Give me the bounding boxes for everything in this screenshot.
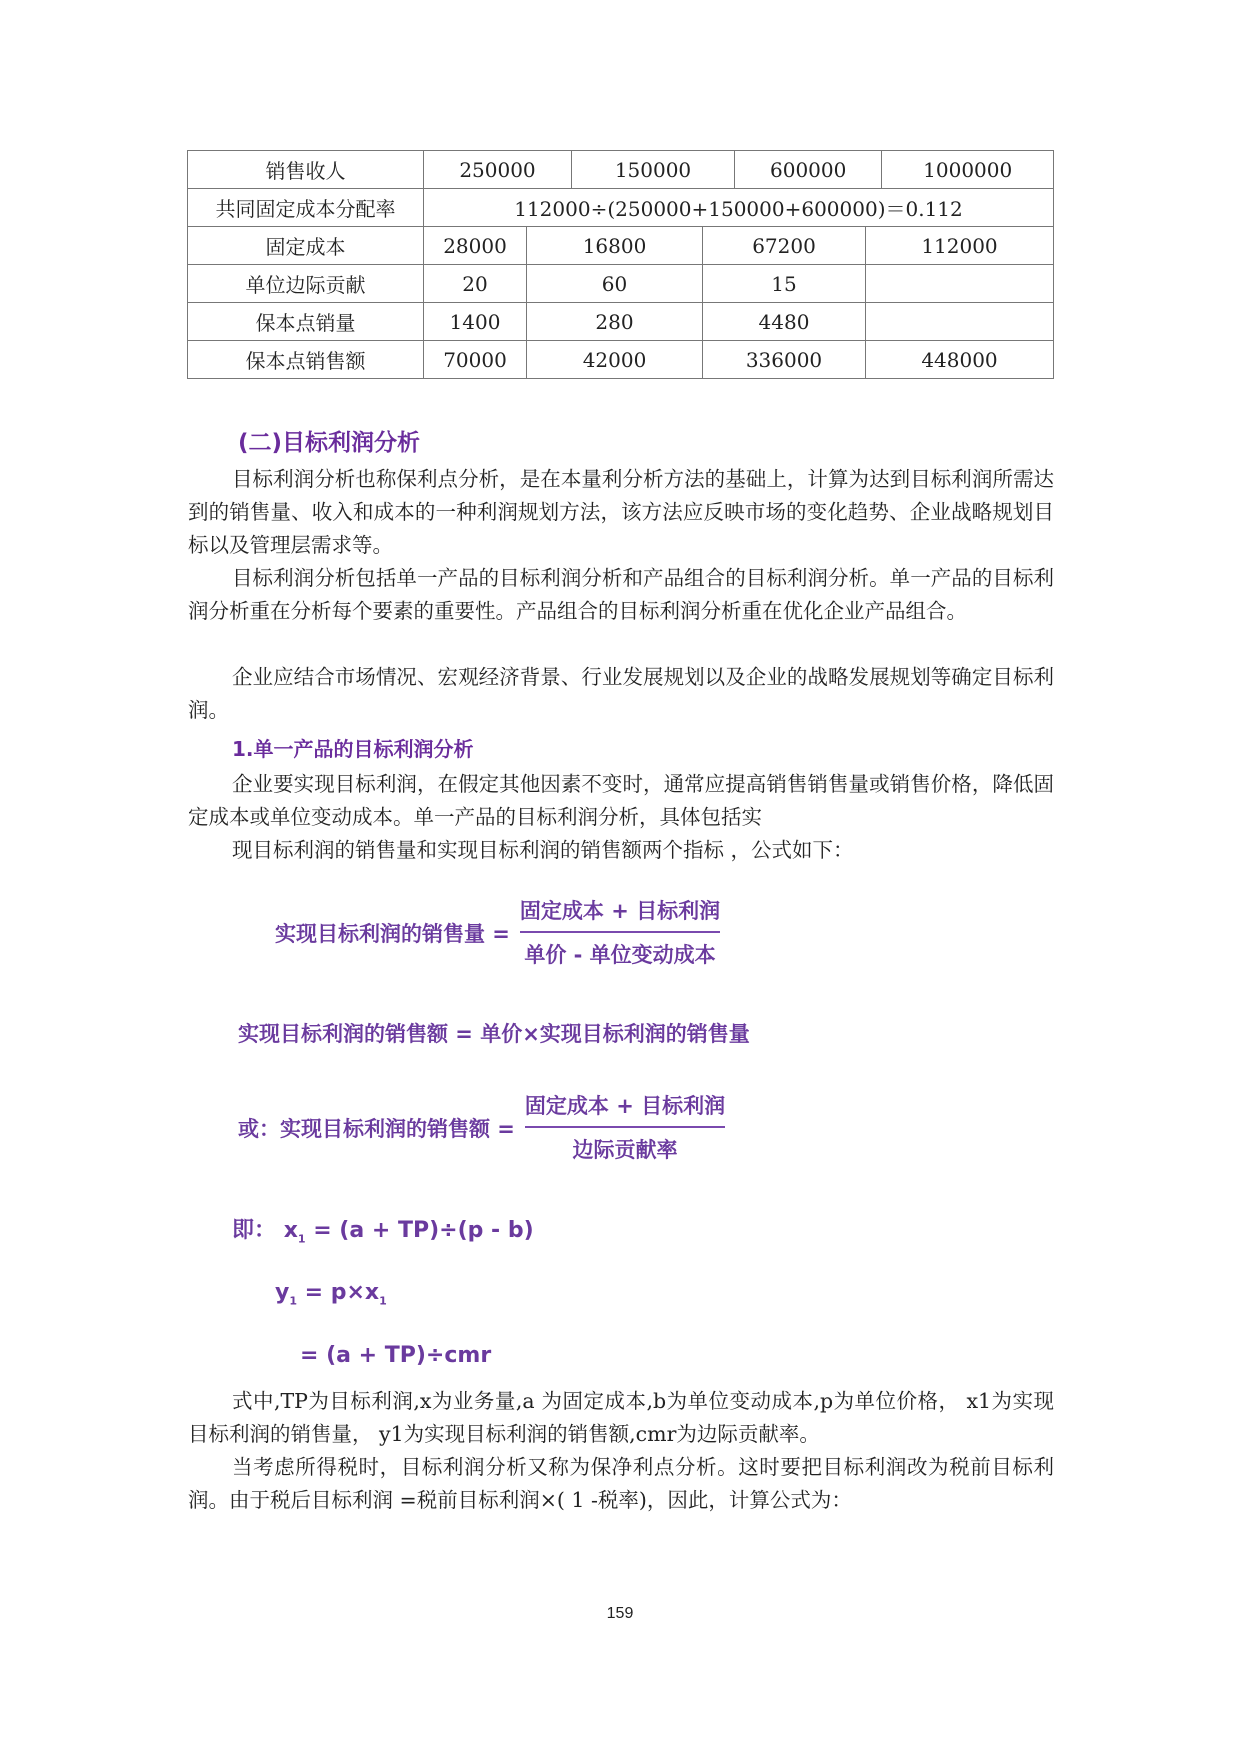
paragraph: 式中,TP为目标利润,x为业务量,a 为固定成本,b为单位变动成本,p为单位价格， x1为实现目标利润的销售量， y1为实现目标利润的销售额,cmr为边际贡献率。 bbox=[188, 1389, 1054, 1446]
cell: 112000 bbox=[866, 227, 1054, 265]
cell: 150000 bbox=[572, 151, 735, 189]
formula-sales-volume-lhs: 实现目标利润的销售量 = bbox=[275, 922, 510, 946]
cell: 20 bbox=[424, 265, 527, 303]
formula-sales-volume-fraction bbox=[520, 895, 720, 969]
cell: 销售收人 bbox=[188, 151, 424, 189]
formula-y1: $y_1 = p\times x_1$ bbox=[275, 1280, 387, 1308]
formula-y1-cmr: = (a + TP)÷cmr bbox=[300, 1343, 492, 1368]
cell: 600000 bbox=[735, 151, 882, 189]
cost-table-lower bbox=[187, 226, 1054, 379]
cell: 67200 bbox=[703, 227, 866, 265]
table-row bbox=[188, 189, 1054, 227]
cell: 70000 bbox=[424, 341, 527, 379]
page-number: 159 bbox=[606, 1605, 634, 1622]
subsection-title: 1.单一产品的目标利润分析 bbox=[232, 737, 474, 761]
paragraph: 企业要实现目标利润，在假定其他因素不变时，通常应提高销售销售量或销售价格，降低固定成本或单位变动成本。单一产品的目标利润分析，具体包括实 bbox=[188, 772, 1054, 829]
paragraph: 当考虑所得税时，目标利润分析又称为保净利点分析。这时要把目标利润改为税前目标利润。由于税后目标利润 =税前目标利润×( 1 -税率)，因此，计算公式为： bbox=[188, 1455, 1054, 1512]
fraction-bar bbox=[520, 931, 720, 933]
denominator: 边际贡献率 bbox=[572, 1138, 678, 1162]
table-row bbox=[188, 265, 1054, 303]
table-row bbox=[188, 151, 1054, 189]
formula-sales-amount: 实现目标利润的销售额 = 单价×实现目标利润的销售量 bbox=[238, 1022, 750, 1046]
table-row bbox=[188, 341, 1054, 379]
formula-sales-amount-alt-fraction bbox=[525, 1090, 725, 1164]
cell: 60 bbox=[527, 265, 703, 303]
formula-sales-amount-alt-lhs: 或：实现目标利润的销售额 = bbox=[238, 1117, 515, 1141]
cell: 保本点销售额 bbox=[188, 341, 424, 379]
numerator: 固定成本 + 目标利润 bbox=[524, 1094, 726, 1118]
denominator: 单价 - 单位变动成本 bbox=[524, 943, 716, 967]
table-row bbox=[188, 303, 1054, 341]
fraction-bar bbox=[525, 1126, 725, 1128]
table-row bbox=[188, 227, 1054, 265]
cell: 28000 bbox=[424, 227, 527, 265]
cell: 固定成本 bbox=[188, 227, 424, 265]
paragraph: 目标利润分析也称保利点分析，是在本量利分析方法的基础上，计算为达到目标利润所需达到的销售量、收入和成本的一种利润规划方法，该方法应反映市场的变化趋势、企业战略规划目标以及管理层需求等。 bbox=[188, 467, 1054, 557]
cell: 336000 bbox=[703, 341, 866, 379]
cost-table bbox=[187, 150, 1054, 227]
cell: 1000000 bbox=[882, 151, 1054, 189]
numerator: 固定成本 + 目标利润 bbox=[519, 899, 721, 923]
cell: 448000 bbox=[866, 341, 1054, 379]
section-title: (二)目标利润分析 bbox=[238, 430, 421, 456]
paragraph: 目标利润分析包括单一产品的目标利润分析和产品组合的目标利润分析。单一产品的目标利润分析重在分析每个要素的重要性。产品组合的目标利润分析重在优化企业产品组合。 bbox=[188, 566, 1054, 623]
cell: 42000 bbox=[527, 341, 703, 379]
paragraph: 企业应结合市场情况、宏观经济背景、行业发展规划以及企业的战略发展规划等确定目标利润。 bbox=[188, 665, 1054, 722]
cell: 4480 bbox=[703, 303, 866, 341]
cell: 112000÷(250000+150000+600000)＝0.112 bbox=[424, 189, 1054, 227]
cell: 15 bbox=[703, 265, 866, 303]
cell: 1400 bbox=[424, 303, 527, 341]
cell: 保本点销量 bbox=[188, 303, 424, 341]
cell: 280 bbox=[527, 303, 703, 341]
cell bbox=[866, 265, 1054, 303]
cell: 共同固定成本分配率 bbox=[188, 189, 424, 227]
formula-x1: 即： $x_1 = (a + TP)\div(p - b)$ bbox=[232, 1218, 534, 1246]
cell: 单位边际贡献 bbox=[188, 265, 424, 303]
cell: 16800 bbox=[527, 227, 703, 265]
cell bbox=[866, 303, 1054, 341]
cell: 250000 bbox=[424, 151, 572, 189]
paragraph: 现目标利润的销售量和实现目标利润的销售额两个指标 ，公式如下： bbox=[232, 838, 854, 862]
